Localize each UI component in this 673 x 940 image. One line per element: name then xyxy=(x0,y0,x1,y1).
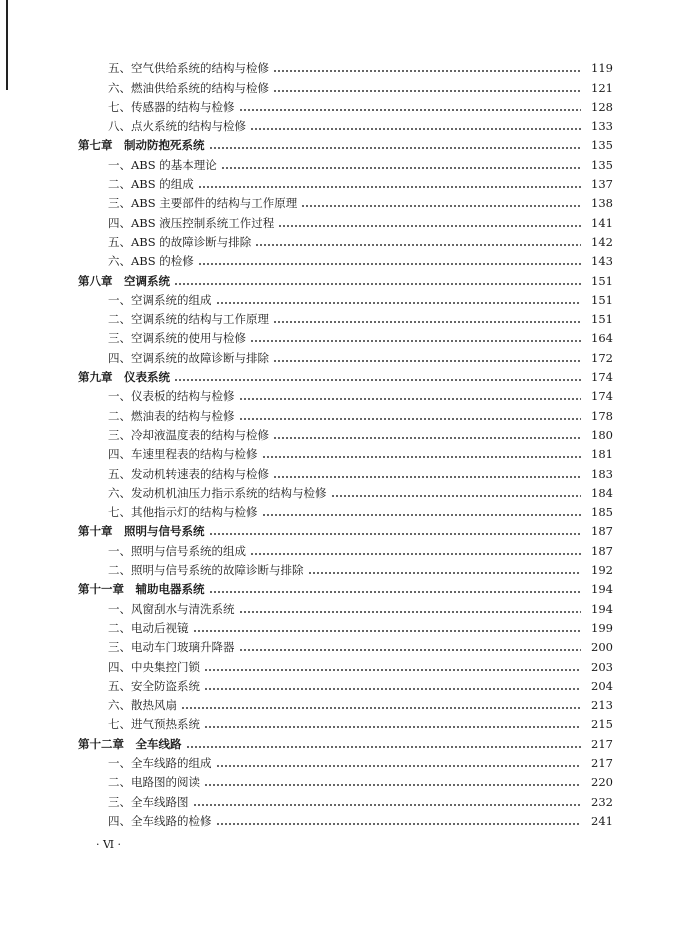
dot-leader xyxy=(204,784,581,786)
toc-section-entry xyxy=(78,384,613,403)
dot-leader xyxy=(209,147,582,149)
toc-section-entry xyxy=(78,712,613,731)
toc-chapter-entry xyxy=(78,577,613,596)
page-edge-line xyxy=(6,0,8,90)
toc-entry-page: 151 xyxy=(591,312,613,327)
dot-leader xyxy=(174,379,581,381)
toc-entry-page: 178 xyxy=(591,408,613,423)
toc-entry-page: 215 xyxy=(591,717,613,732)
toc-entry-page: 142 xyxy=(591,234,613,249)
toc-entry-title: 五、空气供给系统的结构与检修 xyxy=(108,61,269,76)
toc-section-entry xyxy=(78,538,613,557)
toc-section-entry xyxy=(78,616,613,635)
toc-entry-title: 六、燃油供给系统的结构与检修 xyxy=(108,80,269,95)
toc-entry-page: 137 xyxy=(591,177,613,192)
toc-entry-title: 第九章 仪表系统 xyxy=(78,370,170,385)
toc-entry-title: 三、冷却液温度表的结构与检修 xyxy=(108,427,269,442)
toc-entry-page: 213 xyxy=(591,698,613,713)
toc-section-entry xyxy=(78,596,613,615)
dot-leader xyxy=(273,437,581,439)
toc-chapter-entry xyxy=(78,365,613,384)
toc-section-entry xyxy=(78,114,613,133)
toc-entry-title: 五、安全防盗系统 xyxy=(108,678,200,693)
dot-leader xyxy=(209,533,582,535)
toc-section-entry xyxy=(78,481,613,500)
dot-leader xyxy=(250,128,581,130)
toc-section-entry xyxy=(78,770,613,789)
toc-entry-title: 三、空调系统的使用与检修 xyxy=(108,331,246,346)
toc-entry-title: 一、照明与信号系统的组成 xyxy=(108,543,246,558)
toc-entry-page: 164 xyxy=(591,331,613,346)
toc-entry-title: 四、空调系统的故障诊断与排除 xyxy=(108,350,269,365)
toc-entry-page: 172 xyxy=(591,350,613,365)
dot-leader xyxy=(278,225,581,227)
toc-entry-title: 第十二章 全车线路 xyxy=(78,736,182,751)
dot-leader xyxy=(262,456,582,458)
toc-section-entry xyxy=(78,95,613,114)
dot-leader xyxy=(273,360,581,362)
toc-entry-title: 七、进气预热系统 xyxy=(108,717,200,732)
toc-entry-page: 185 xyxy=(591,505,613,520)
dot-leader xyxy=(331,495,582,497)
toc-entry-title: 三、全车线路图 xyxy=(108,794,189,809)
dot-leader xyxy=(239,109,582,111)
toc-entry-title: 二、燃油表的结构与检修 xyxy=(108,408,235,423)
toc-section-entry xyxy=(78,461,613,480)
toc-entry-page: 220 xyxy=(591,775,613,790)
toc-entry-page: 181 xyxy=(591,447,613,462)
toc-entry-page: 151 xyxy=(591,273,613,288)
toc-chapter-entry xyxy=(78,133,613,152)
toc-section-entry xyxy=(78,307,613,326)
toc-entry-title: 六、ABS 的检修 xyxy=(108,254,194,269)
toc-entry-title: 二、照明与信号系统的故障诊断与排除 xyxy=(108,563,304,578)
toc-entry-title: 二、空调系统的结构与工作原理 xyxy=(108,312,269,327)
dot-leader xyxy=(255,244,581,246)
toc-section-entry xyxy=(78,423,613,442)
toc-section-entry xyxy=(78,693,613,712)
toc-entry-title: 四、全车线路的检修 xyxy=(108,813,212,828)
dot-leader xyxy=(239,418,582,420)
toc-section-entry xyxy=(78,210,613,229)
toc-entry-title: 四、ABS 液压控制系统工作过程 xyxy=(108,215,275,230)
dot-leader xyxy=(221,167,581,169)
toc-entry-page: 128 xyxy=(591,99,613,114)
toc-entry-title: 一、仪表板的结构与检修 xyxy=(108,389,235,404)
dot-leader xyxy=(174,283,581,285)
toc-section-entry xyxy=(78,172,613,191)
toc-entry-title: 五、发动机转速表的结构与检修 xyxy=(108,466,269,481)
toc-entry-page: 203 xyxy=(591,659,613,674)
toc-entry-page: 135 xyxy=(591,157,613,172)
dot-leader xyxy=(209,591,582,593)
dot-leader xyxy=(250,553,581,555)
dot-leader xyxy=(216,302,582,304)
toc-entry-title: 六、散热风扇 xyxy=(108,698,177,713)
toc-entry-page: 135 xyxy=(591,138,613,153)
toc-section-entry xyxy=(78,75,613,94)
toc-entry-title: 三、电动车门玻璃升降器 xyxy=(108,640,235,655)
toc-section-entry xyxy=(78,326,613,345)
toc-entry-page: 151 xyxy=(591,292,613,307)
toc-entry-title: 四、车速里程表的结构与检修 xyxy=(108,447,258,462)
toc-entry-page: 174 xyxy=(591,370,613,385)
toc-entry-page: 232 xyxy=(591,794,613,809)
toc-entry-page: 204 xyxy=(591,678,613,693)
dot-leader xyxy=(273,90,581,92)
dot-leader xyxy=(216,765,582,767)
toc-section-entry xyxy=(78,403,613,422)
dot-leader xyxy=(262,514,582,516)
toc-entry-title: 七、传感器的结构与检修 xyxy=(108,99,235,114)
toc-entry-title: 第八章 空调系统 xyxy=(78,273,170,288)
toc-entry-title: 三、ABS 主要部件的结构与工作原理 xyxy=(108,196,298,211)
toc-section-entry xyxy=(78,288,613,307)
toc-section-entry xyxy=(78,191,613,210)
toc-entry-page: 194 xyxy=(591,582,613,597)
dot-leader xyxy=(193,630,582,632)
toc-section-entry xyxy=(78,345,613,364)
dot-leader xyxy=(198,263,581,265)
toc-chapter-entry xyxy=(78,268,613,287)
toc-entry-title: 四、中央集控门锁 xyxy=(108,659,200,674)
toc-section-entry xyxy=(78,809,613,828)
toc-entry-page: 183 xyxy=(591,466,613,481)
dot-leader xyxy=(204,688,581,690)
dot-leader xyxy=(273,321,581,323)
toc-section-entry xyxy=(78,635,613,654)
toc-entry-title: 二、电路图的阅读 xyxy=(108,775,200,790)
toc-entry-page: 174 xyxy=(591,389,613,404)
toc-section-entry xyxy=(78,152,613,171)
page-number-footer: · Ⅵ · xyxy=(96,838,122,851)
toc-section-entry xyxy=(78,56,613,75)
toc-section-entry xyxy=(78,751,613,770)
dot-leader xyxy=(186,746,582,748)
toc-entry-page: 143 xyxy=(591,254,613,269)
toc-entry-page: 199 xyxy=(591,620,613,635)
toc-entry-page: 187 xyxy=(591,543,613,558)
toc-section-entry xyxy=(78,674,613,693)
toc-entry-page: 121 xyxy=(591,80,613,95)
toc-entry-page: 217 xyxy=(591,755,613,770)
toc-section-entry xyxy=(78,654,613,673)
toc-entry-page: 138 xyxy=(591,196,613,211)
toc-entry-page: 192 xyxy=(591,563,613,578)
toc-entry-title: 第七章 制动防抱死系统 xyxy=(78,138,205,153)
toc-entry-page: 133 xyxy=(591,119,613,134)
toc-entry-page: 141 xyxy=(591,215,613,230)
toc-entry-title: 一、全车线路的组成 xyxy=(108,755,212,770)
toc-section-entry xyxy=(78,249,613,268)
toc-entry-page: 187 xyxy=(591,524,613,539)
dot-leader xyxy=(308,572,582,574)
toc-chapter-entry xyxy=(78,519,613,538)
toc-section-entry xyxy=(78,442,613,461)
toc-entry-title: 八、点火系统的结构与检修 xyxy=(108,119,246,134)
toc-entry-page: 194 xyxy=(591,601,613,616)
toc-entry-title: 一、ABS 的基本理论 xyxy=(108,157,217,172)
toc-entry-title: 六、发动机机油压力指示系统的结构与检修 xyxy=(108,485,327,500)
toc-section-entry xyxy=(78,789,613,808)
dot-leader xyxy=(198,186,581,188)
dot-leader xyxy=(181,707,581,709)
dot-leader xyxy=(193,804,582,806)
toc-chapter-entry xyxy=(78,731,613,750)
dot-leader xyxy=(216,823,582,825)
toc-entry-page: 184 xyxy=(591,485,613,500)
dot-leader xyxy=(204,669,581,671)
toc-entry-title: 一、空调系统的组成 xyxy=(108,292,212,307)
toc-entry-page: 241 xyxy=(591,813,613,828)
toc-entry-title: 五、ABS 的故障诊断与排除 xyxy=(108,234,252,249)
dot-leader xyxy=(250,340,581,342)
dot-leader xyxy=(273,476,581,478)
dot-leader xyxy=(239,611,582,613)
toc-entry-title: 二、电动后视镜 xyxy=(108,620,189,635)
dot-leader xyxy=(273,70,581,72)
toc-entry-title: 第十一章 辅助电器系统 xyxy=(78,582,205,597)
toc-entry-title: 一、风窗刮水与清洗系统 xyxy=(108,601,235,616)
toc-section-entry xyxy=(78,500,613,519)
toc-entry-page: 200 xyxy=(591,640,613,655)
toc-entry-title: 七、其他指示灯的结构与检修 xyxy=(108,505,258,520)
toc-entry-page: 119 xyxy=(591,61,613,76)
toc-section-entry xyxy=(78,558,613,577)
dot-leader xyxy=(301,205,581,207)
toc-entry-page: 217 xyxy=(591,736,613,751)
toc-entry-title: 二、ABS 的组成 xyxy=(108,177,194,192)
dot-leader xyxy=(239,398,582,400)
toc-entry-title: 第十章 照明与信号系统 xyxy=(78,524,205,539)
table-of-contents xyxy=(78,56,613,828)
toc-section-entry xyxy=(78,230,613,249)
dot-leader xyxy=(204,726,581,728)
dot-leader xyxy=(239,649,582,651)
toc-entry-page: 180 xyxy=(591,427,613,442)
